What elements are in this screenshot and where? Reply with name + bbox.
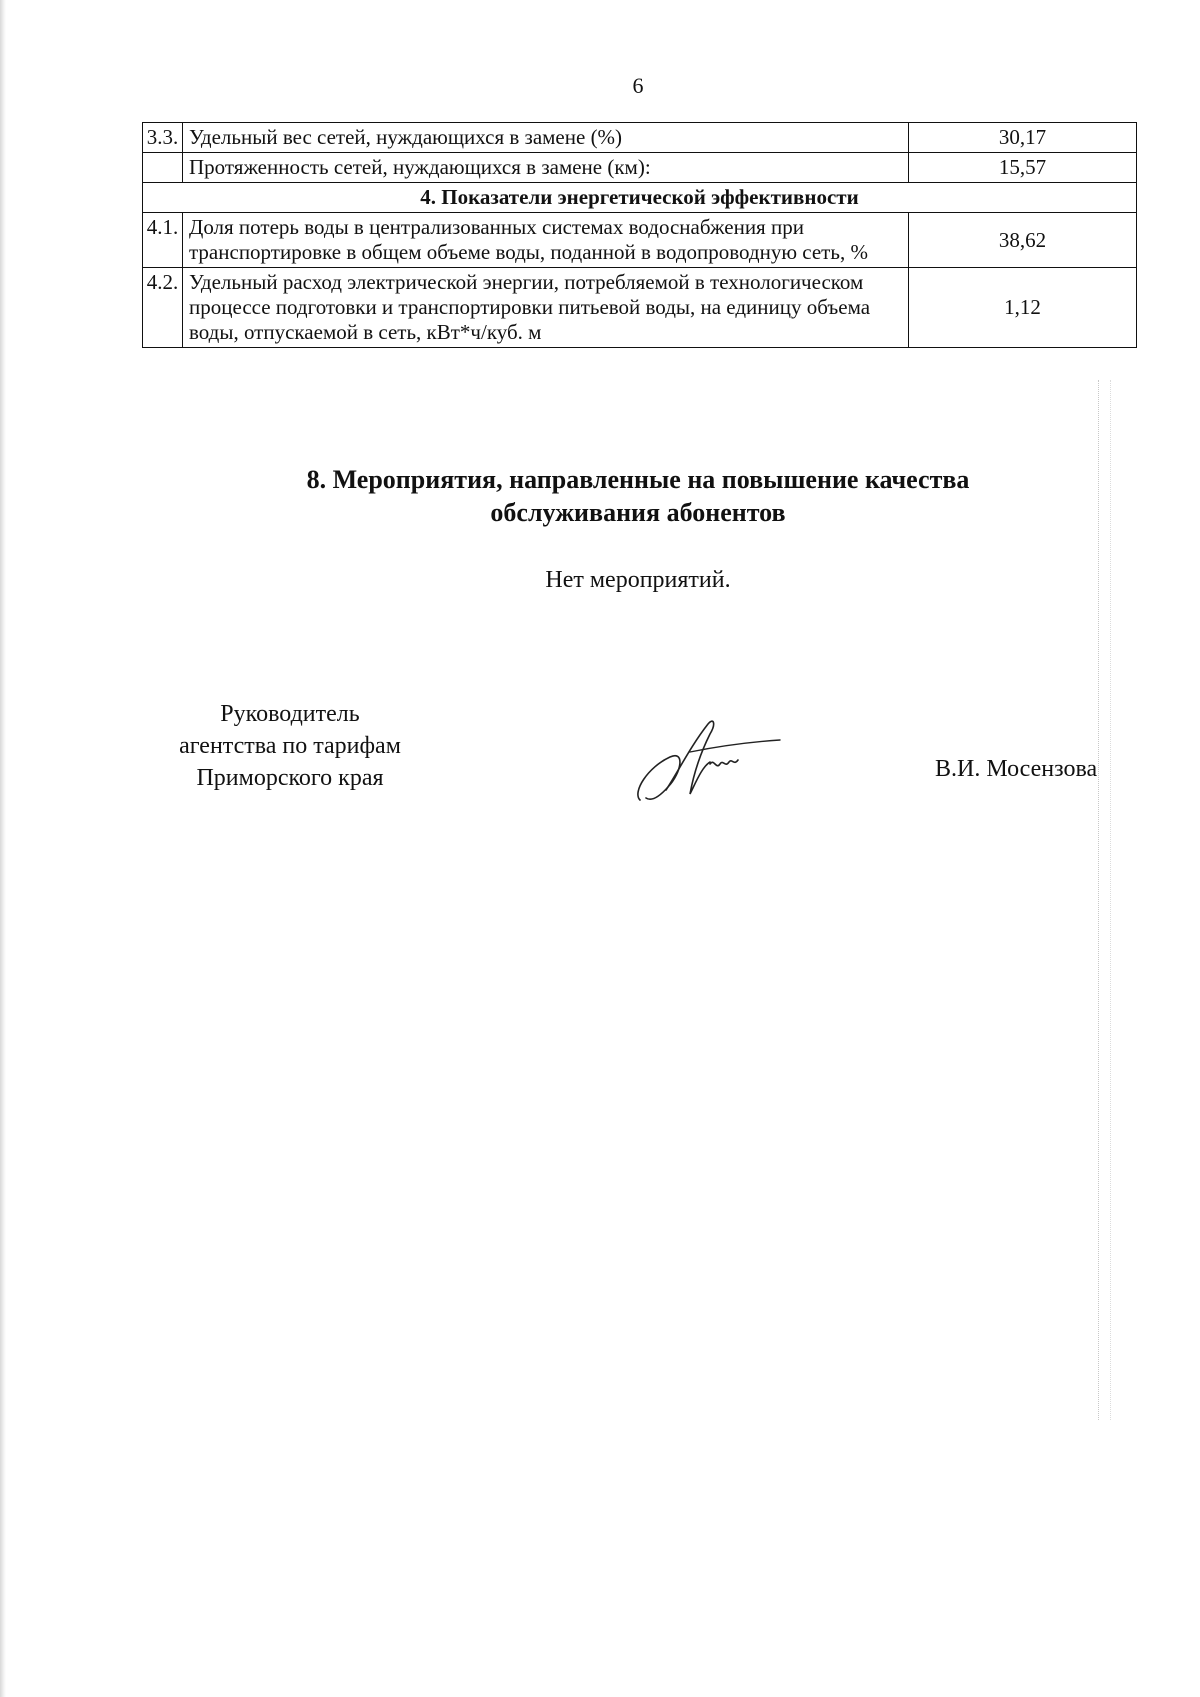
row-number: 4.2. <box>143 268 183 348</box>
row-description: Удельный расход электрической энергии, потребляемой в технологическом процессе подготовки и транспортировки питьевой воды, на единицу объема воды, отпускаемой в сеть, кВт*ч/куб. м <box>183 268 909 348</box>
signatory-title-line-3: Приморского края <box>196 765 384 791</box>
table-row <box>143 268 1137 348</box>
table-row <box>143 213 1137 268</box>
handwritten-signature <box>630 712 790 812</box>
row-description: Удельный вес сетей, нуждающихся в замене (%) <box>183 123 909 153</box>
signatory-name: В.И. Мосензова <box>935 756 1098 782</box>
row-number: 4.1. <box>143 213 183 268</box>
scan-fold-line <box>1098 380 1099 1420</box>
signatory-title-line-2: агентства по тарифам <box>179 733 401 759</box>
heading-line-2: обслуживания абонентов <box>490 498 786 527</box>
indicators-table <box>142 122 1137 348</box>
section-heading <box>0 463 1200 529</box>
no-measures-text: Нет мероприятий. <box>545 567 731 593</box>
row-number <box>143 153 183 183</box>
scan-left-edge <box>0 0 6 1697</box>
row-number: 3.3. <box>143 123 183 153</box>
section-title: 4. Показатели энергетической эффективности <box>143 183 1137 213</box>
table-row <box>143 153 1137 183</box>
scan-fold-line-secondary <box>1110 380 1111 1420</box>
table-row <box>143 123 1137 153</box>
page-number: 6 <box>632 73 644 98</box>
table-section-row <box>143 183 1137 213</box>
heading-line-1: 8. Мероприятия, направленные на повышение качества <box>306 465 970 494</box>
row-value: 1,12 <box>909 268 1137 348</box>
signatory-title-line-1: Руководитель <box>220 701 360 727</box>
row-description: Протяженность сетей, нуждающихся в замене (км): <box>183 153 909 183</box>
row-value: 38,62 <box>909 213 1137 268</box>
signatory-title <box>140 698 440 794</box>
row-value: 30,17 <box>909 123 1137 153</box>
row-description: Доля потерь воды в централизованных системах водоснабжения при транспортировке в общем объеме воды, поданной в водопроводную сеть, % <box>183 213 909 268</box>
row-value: 15,57 <box>909 153 1137 183</box>
